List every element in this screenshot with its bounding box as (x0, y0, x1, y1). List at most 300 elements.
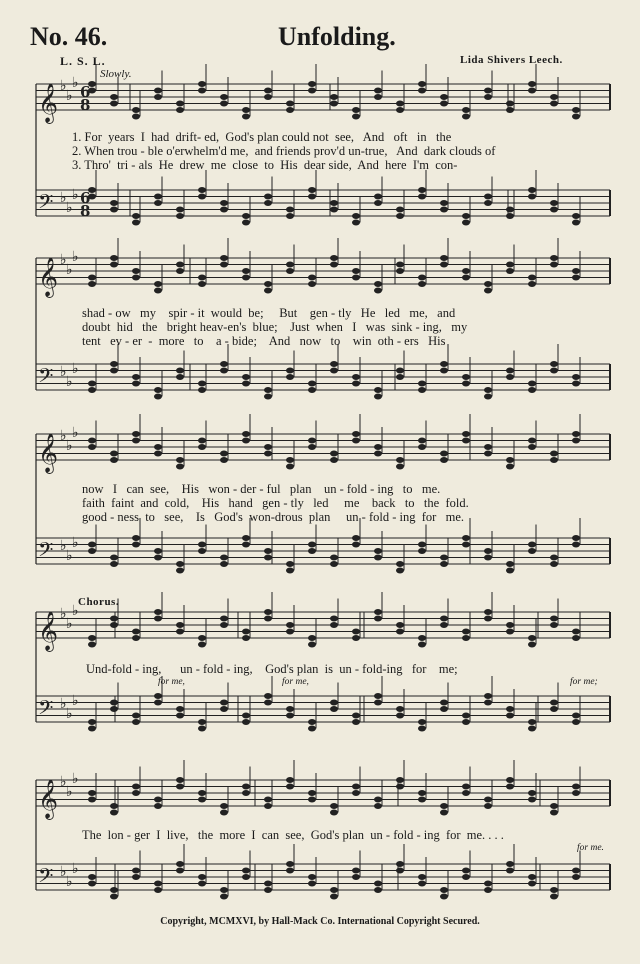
note-head (484, 555, 492, 561)
note-head (198, 387, 206, 393)
note-head (176, 457, 184, 463)
note-head (110, 894, 118, 900)
note-head (550, 255, 558, 261)
note-head (110, 561, 118, 567)
note-head (220, 706, 228, 712)
note-head (330, 887, 338, 893)
note-head (154, 616, 162, 622)
note-head (110, 200, 118, 206)
note-head (110, 207, 118, 213)
note-head (528, 642, 536, 648)
note-head (528, 790, 536, 796)
note-head (176, 107, 184, 113)
note-head (154, 387, 162, 393)
note-head (198, 281, 206, 287)
flat-sign: ♭ (60, 364, 67, 380)
note-head (110, 555, 118, 561)
verse1-line-sys2: shad - ow my spir - it would be; But gen - tly He led me, and (82, 306, 456, 320)
note-head (242, 431, 250, 437)
note-head (506, 457, 514, 463)
note-head (572, 438, 580, 444)
note-head (484, 194, 492, 200)
hymn-title: Unfolding. (278, 22, 396, 51)
note-head (396, 706, 404, 712)
note-head (154, 394, 162, 400)
note-head (462, 874, 470, 880)
note-head (528, 444, 536, 450)
note-head (418, 542, 426, 548)
note-head (154, 194, 162, 200)
note-head (110, 101, 118, 107)
note-head (198, 797, 206, 803)
note-head (308, 797, 316, 803)
note-head (572, 268, 580, 274)
note-head (550, 810, 558, 816)
treble-clef: 𝄞 (38, 433, 59, 473)
note-head (396, 374, 404, 380)
note-head (506, 706, 514, 712)
note-head (572, 114, 580, 120)
note-head (374, 693, 382, 699)
note-head (198, 81, 206, 87)
note-head (308, 726, 316, 732)
note-head (308, 187, 316, 193)
note-head (286, 868, 294, 874)
note-head (110, 262, 118, 268)
flat-sign: ♭ (60, 774, 67, 790)
note-head (352, 114, 360, 120)
note-head (462, 629, 470, 635)
note-head (528, 187, 536, 193)
note-head (264, 194, 272, 200)
note-head (330, 255, 338, 261)
note-head (484, 548, 492, 554)
note-head (462, 268, 470, 274)
note-head (352, 431, 360, 437)
note-head (396, 213, 404, 219)
verse3-line-sys1: 3. Thro' tri - als He drew me close to His dear side, And here I'm con- (72, 158, 458, 172)
note-head (220, 894, 228, 900)
note-head (220, 616, 228, 622)
note-head (374, 616, 382, 622)
note-head (242, 713, 250, 719)
note-head (154, 693, 162, 699)
note-head (528, 635, 536, 641)
note-head (528, 548, 536, 554)
note-head (352, 790, 360, 796)
note-head (418, 81, 426, 87)
note-head (506, 207, 514, 213)
note-head (550, 616, 558, 622)
note-head (374, 88, 382, 94)
note-head (484, 451, 492, 457)
note-head (308, 81, 316, 87)
chorus-line-1: Und-fold - ing, un - fold - ing, God's plan is un - fold-ing for me; (86, 662, 458, 676)
note-head (264, 548, 272, 554)
note-head (352, 713, 360, 719)
note-head (176, 262, 184, 268)
composer-credit: Lida Shivers Leech. (460, 54, 563, 66)
note-head (308, 790, 316, 796)
note-head (308, 642, 316, 648)
note-head (572, 213, 580, 219)
note-head (308, 194, 316, 200)
note-head (484, 881, 492, 887)
note-head (572, 790, 580, 796)
note-head (528, 381, 536, 387)
chorus-echo-1: for me, (158, 677, 185, 687)
note-head (528, 881, 536, 887)
note-head (440, 810, 448, 816)
note-head (198, 726, 206, 732)
treble-clef: 𝄞 (38, 83, 59, 123)
note-head (440, 616, 448, 622)
note-head (484, 797, 492, 803)
note-head (352, 107, 360, 113)
note-head (374, 194, 382, 200)
note-head (220, 101, 228, 107)
bass-clef: 𝄢 (38, 696, 54, 724)
note-head (462, 381, 470, 387)
note-head (110, 622, 118, 628)
note-head (220, 451, 228, 457)
flat-sign: ♭ (66, 262, 73, 278)
note-head (242, 784, 250, 790)
note-head (440, 894, 448, 900)
note-head (352, 438, 360, 444)
note-head (110, 700, 118, 706)
note-head (396, 368, 404, 374)
note-head (352, 535, 360, 541)
note-head (352, 220, 360, 226)
note-head (88, 797, 96, 803)
note-head (286, 706, 294, 712)
note-head (88, 874, 96, 880)
note-head (440, 803, 448, 809)
note-head (440, 887, 448, 893)
note-head (506, 568, 514, 574)
verse2-line-sys1: 2. When trou - ble o'erwhelm'd me, and friends prov'd un-true, And dark clouds of (72, 144, 496, 158)
note-head (506, 713, 514, 719)
note-head (110, 803, 118, 809)
note-head (220, 94, 228, 100)
note-head (88, 387, 96, 393)
treble-clef: 𝄞 (38, 611, 59, 651)
note-head (110, 810, 118, 816)
note-head (264, 281, 272, 287)
note-head (352, 374, 360, 380)
note-head (176, 568, 184, 574)
note-head (418, 194, 426, 200)
note-head (154, 200, 162, 206)
note-head (132, 542, 140, 548)
note-head (110, 94, 118, 100)
note-head (154, 797, 162, 803)
note-head (396, 861, 404, 867)
flat-sign: ♭ (60, 190, 67, 206)
note-head (374, 394, 382, 400)
note-head (396, 629, 404, 635)
note-head (110, 616, 118, 622)
note-head (220, 255, 228, 261)
bass-clef: 𝄢 (38, 364, 54, 392)
note-head (462, 790, 470, 796)
note-head (330, 361, 338, 367)
note-head (132, 213, 140, 219)
note-head (132, 535, 140, 541)
flat-sign: ♭ (72, 187, 79, 203)
note-head (154, 88, 162, 94)
note-head (264, 394, 272, 400)
note-head (308, 719, 316, 725)
note-head (396, 457, 404, 463)
note-head (550, 887, 558, 893)
note-head (396, 713, 404, 719)
note-head (110, 368, 118, 374)
note-head (484, 281, 492, 287)
note-head (286, 784, 294, 790)
treble-clef: 𝄞 (38, 779, 59, 819)
note-head (242, 374, 250, 380)
note-head (176, 777, 184, 783)
note-head (242, 381, 250, 387)
note-head (462, 868, 470, 874)
note-head (132, 713, 140, 719)
note-head (440, 555, 448, 561)
note-head (132, 381, 140, 387)
note-head (198, 642, 206, 648)
note-head (198, 438, 206, 444)
note-head (88, 790, 96, 796)
time-signature: 8 (80, 202, 91, 220)
flat-sign: ♭ (72, 425, 79, 441)
flat-sign: ♭ (66, 374, 73, 390)
note-head (462, 713, 470, 719)
note-head (462, 784, 470, 790)
note-head (264, 288, 272, 294)
note-head (352, 213, 360, 219)
note-head (484, 803, 492, 809)
note-head (88, 381, 96, 387)
note-head (264, 444, 272, 450)
time-signature: 8 (80, 96, 91, 114)
note-head (418, 381, 426, 387)
note-head (330, 706, 338, 712)
note-head (132, 114, 140, 120)
note-head (110, 451, 118, 457)
note-head (506, 107, 514, 113)
note-head (242, 438, 250, 444)
note-head (286, 622, 294, 628)
note-head (374, 548, 382, 554)
flat-sign: ♭ (60, 252, 67, 268)
flat-sign: ♭ (66, 88, 73, 104)
note-head (308, 88, 316, 94)
note-head (440, 200, 448, 206)
note-head (286, 268, 294, 274)
note-head (396, 777, 404, 783)
note-head (264, 451, 272, 457)
verse2-line-sys3: faith faint and cold, His hand gen - tly led me back to the fold. (82, 496, 469, 510)
treble-clef: 𝄞 (38, 257, 59, 297)
note-head (132, 790, 140, 796)
note-head (242, 107, 250, 113)
note-head (154, 444, 162, 450)
note-head (132, 438, 140, 444)
note-head (462, 719, 470, 725)
note-head (506, 777, 514, 783)
note-head (352, 874, 360, 880)
note-head (242, 542, 250, 548)
note-head (330, 810, 338, 816)
note-head (418, 438, 426, 444)
note-head (550, 101, 558, 107)
note-head (198, 187, 206, 193)
note-head (462, 213, 470, 219)
note-head (242, 268, 250, 274)
note-head (374, 387, 382, 393)
note-head (572, 713, 580, 719)
note-head (550, 368, 558, 374)
note-head (220, 457, 228, 463)
note-head (572, 275, 580, 281)
note-head (418, 790, 426, 796)
note-head (88, 719, 96, 725)
chorus-echo-2: for me, (282, 677, 309, 687)
note-head (308, 381, 316, 387)
note-head (572, 542, 580, 548)
note-head (330, 622, 338, 628)
note-head (286, 374, 294, 380)
note-head (198, 381, 206, 387)
note-head (264, 887, 272, 893)
note-head (308, 635, 316, 641)
note-head (88, 635, 96, 641)
note-head (154, 609, 162, 615)
note-head (572, 431, 580, 437)
note-head (88, 542, 96, 548)
note-head (154, 700, 162, 706)
note-head (352, 542, 360, 548)
note-head (572, 107, 580, 113)
note-head (176, 207, 184, 213)
flat-sign: ♭ (60, 78, 67, 94)
note-head (308, 881, 316, 887)
note-head (374, 288, 382, 294)
note-head (484, 288, 492, 294)
note-head (418, 387, 426, 393)
note-head (550, 700, 558, 706)
note-head (264, 609, 272, 615)
note-head (528, 542, 536, 548)
note-head (550, 561, 558, 567)
note-head (550, 451, 558, 457)
note-head (374, 803, 382, 809)
note-head (88, 281, 96, 287)
note-head (176, 861, 184, 867)
note-head (528, 874, 536, 880)
note-head (132, 874, 140, 880)
note-head (176, 706, 184, 712)
note-head (462, 535, 470, 541)
note-head (374, 200, 382, 206)
note-head (132, 275, 140, 281)
note-head (550, 361, 558, 367)
note-head (352, 629, 360, 635)
note-head (484, 887, 492, 893)
note-head (352, 381, 360, 387)
note-head (132, 635, 140, 641)
note-head (440, 255, 448, 261)
note-head (220, 803, 228, 809)
note-head (132, 784, 140, 790)
note-head (242, 220, 250, 226)
note-head (396, 101, 404, 107)
verse1-line-sys1: 1. For years I had drift- ed, God's plan could not see, And oft in the (72, 130, 452, 144)
note-head (286, 457, 294, 463)
note-head (308, 874, 316, 880)
note-head (550, 200, 558, 206)
note-head (242, 535, 250, 541)
note-head (176, 868, 184, 874)
note-head (396, 561, 404, 567)
note-head (88, 444, 96, 450)
note-head (528, 726, 536, 732)
note-head (308, 438, 316, 444)
note-head (110, 457, 118, 463)
note-head (352, 719, 360, 725)
note-head (506, 464, 514, 470)
note-head (154, 94, 162, 100)
note-head (264, 881, 272, 887)
note-head (220, 887, 228, 893)
note-head (506, 268, 514, 274)
note-head (330, 803, 338, 809)
note-head (528, 275, 536, 281)
note-head (154, 451, 162, 457)
flat-sign: ♭ (66, 200, 73, 216)
note-head (440, 368, 448, 374)
note-head (418, 881, 426, 887)
note-head (418, 726, 426, 732)
note-head (506, 561, 514, 567)
note-head (418, 797, 426, 803)
note-head (264, 94, 272, 100)
note-head (110, 255, 118, 261)
verse1-line-sys3: now I can see, His won - der - ful plan un - fold - ing to me. (82, 482, 441, 496)
note-head (176, 213, 184, 219)
tempo-marking: Slowly. (100, 68, 132, 80)
note-head (286, 207, 294, 213)
note-head (396, 268, 404, 274)
note-head (374, 887, 382, 893)
flat-sign: ♭ (72, 861, 79, 877)
hymn-number: No. 46. (30, 22, 108, 51)
note-head (220, 622, 228, 628)
note-head (440, 207, 448, 213)
flat-sign: ♭ (60, 428, 67, 444)
note-head (110, 706, 118, 712)
bass-clef: 𝄢 (38, 190, 54, 218)
note-head (440, 361, 448, 367)
note-head (418, 281, 426, 287)
note-head (330, 700, 338, 706)
note-head (506, 622, 514, 628)
note-head (220, 368, 228, 374)
note-head (154, 288, 162, 294)
flat-sign: ♭ (72, 603, 79, 619)
note-head (264, 803, 272, 809)
